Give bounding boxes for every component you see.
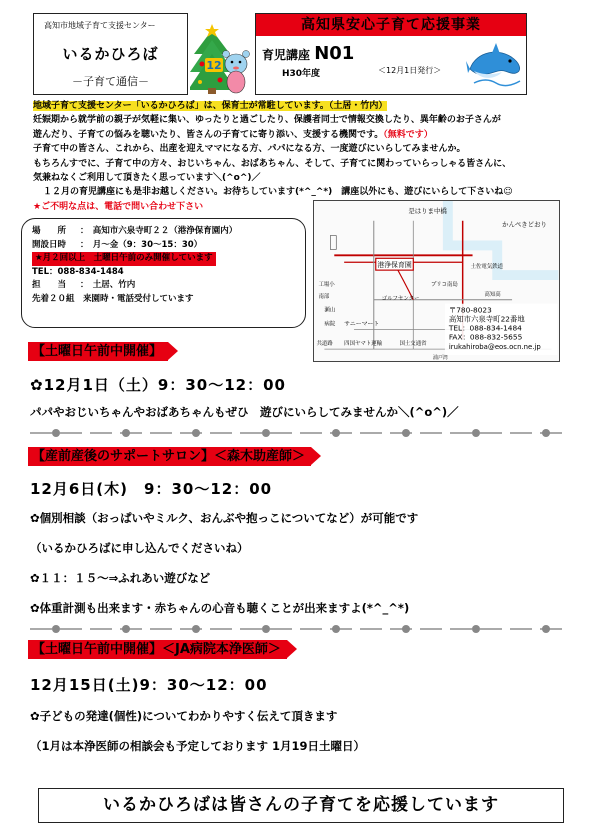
app-name: いるかひろば xyxy=(62,45,159,63)
map-label: 病院 xyxy=(324,321,336,328)
program-banner: 高知県安心子育て応援事業 xyxy=(256,14,526,36)
issue-date: ＜12月1日発行＞ xyxy=(378,66,442,75)
info-first-come: 先着２０組 来園時・電話受付しています xyxy=(32,293,194,304)
info-staff: 担 当 ： 土居、竹内 xyxy=(32,280,136,291)
map-label: 是はりま中橋 xyxy=(408,206,447,215)
event2-line: （いるかひろばに申し込んでくださいね） xyxy=(30,541,249,555)
event2-datetime: 12月6日(木) 9：30～12：00 xyxy=(30,480,273,498)
map-label: 土佐電気鉄道 xyxy=(470,264,504,271)
info-box xyxy=(21,218,306,328)
intro-line: 気兼ねなくご利用して頂きたく思っています＼(^o^)／ xyxy=(33,173,261,184)
event2-line: ✿個別相談（おっぱいやミルク、おんぶや抱っこについてなど）が可能です xyxy=(30,511,419,525)
event2-line: ✿体重計測も出来ます・赤ちゃんの心音も聴くことが出来ますよ(*^_^*) xyxy=(30,601,410,615)
intro-line: １２月の育児講座にも是非お越しください。お待ちしています(*^_^*) 講座以外にも、遊びにいらして下さいね☺ xyxy=(43,187,513,198)
header-right-box xyxy=(255,13,527,95)
map-postal: 〒780-8023 xyxy=(448,305,492,315)
header-left-box xyxy=(33,13,188,95)
map-label: 共道路 xyxy=(316,341,333,348)
lecture-number: N01 xyxy=(314,43,355,64)
christmas-tree-icon xyxy=(190,24,250,96)
lecture-prefix: 育児講座 xyxy=(262,48,311,62)
map-tel: TEL：088-834-1484 xyxy=(448,323,522,333)
intro-text xyxy=(33,99,573,214)
fiscal-year: H30年度 xyxy=(282,69,321,79)
intro-line: 妊娠期から就学前の親子が気軽に集い、ゆったりと過ごしたり、保護者同士で情報交換したり、異年齢のお子さんが xyxy=(33,115,501,126)
map-label: サニーマート xyxy=(344,321,380,328)
event2-line: ✿１１：１５～⇒ふれあい遊びなど xyxy=(30,571,211,585)
tree-number: 12 xyxy=(206,59,222,72)
event2-title: 【産前産後のサポートサロン】＜森木助産師＞ xyxy=(28,447,311,466)
intro-highlight: 地域子育て支援センター「いるかひろば」は、保育士が常駐しています。（土居・竹内） xyxy=(33,101,388,111)
event3-line: （1月は本浄医師の相談会も予定しております 1月19日土曜日） xyxy=(30,739,366,753)
map-label: 国土交通省 xyxy=(399,341,427,348)
event1-title: 【土曜日午前中開催】 xyxy=(28,342,168,361)
center-name: 高知市地域子育て支援センター xyxy=(44,21,156,30)
map-label: 高知高 xyxy=(484,291,501,298)
map-label: かんぺきどおり xyxy=(502,220,547,229)
intro-line: 遊んだり、子育ての悩みを聴いたり、皆さんの子育てに寄り添い、支援する機関です。（無料です） xyxy=(33,129,433,140)
map-email: irukahiroba@eos.ocn.ne.jp xyxy=(448,343,541,352)
intro-line: 子育て中の皆さん、これから、出産を迎えママになる方、パパになる方、一度遊びにいらしてみませんか。 xyxy=(33,144,466,155)
event3-line: ✿子どもの発達(個性)についてわかりやすく伝えて頂きます xyxy=(30,709,338,723)
map-label: 浦戸湾 xyxy=(433,355,448,362)
map-label: 四国ヤマト運輸 xyxy=(344,341,383,348)
free-note: （無料です） xyxy=(383,129,433,140)
event1-desc: パパやおじいちゃんやおばあちゃんもぜひ 遊びにいらしてみませんか＼(^o^)／ xyxy=(30,405,459,419)
map-address: 高知市六泉寺町22番地 xyxy=(448,314,525,324)
info-place: 場 所 ： 高知市六泉寺町２２（港浄保育園内） xyxy=(32,226,238,236)
map-label: 瀬山 xyxy=(324,307,336,314)
map-fax: FAX：088-832-5655 xyxy=(448,332,523,342)
lecture-title xyxy=(262,43,354,64)
contact-note: ★ご不明な点は、電話で問い合わせ下さい xyxy=(33,201,204,212)
map-label: ゴルフセンター xyxy=(381,295,420,302)
access-map xyxy=(313,200,560,362)
newsletter-subtitle: －子育て通信－ xyxy=(72,75,149,88)
map-label: 工場小 xyxy=(318,281,335,288)
dolphin-icon xyxy=(466,39,524,89)
dotted-divider xyxy=(30,624,570,634)
map-label: プリコ南島 xyxy=(431,281,458,288)
info-tel: TEL：088-834-1484 xyxy=(32,266,124,277)
intro-line: もちろんすでに、子育て中の方々、おじいちゃん、おばあちゃん、そして、子育てに関わっていらっしゃる皆さんに、 xyxy=(33,158,512,169)
event1-datetime: ✿12月1日（土）9：30～12：00 xyxy=(30,376,286,394)
map-label-nursery: 港浄保育園 xyxy=(377,261,412,270)
event3-datetime: 12月15日(土)9：30～12：00 xyxy=(30,676,268,694)
event3-title: 【土曜日午前中開催】＜JA病院本浄医師＞ xyxy=(28,640,287,659)
footer-slogan: いるかひろばは皆さんの子育てを応援しています xyxy=(38,788,564,823)
map-label: 南部 xyxy=(318,293,330,300)
dotted-divider xyxy=(30,428,570,438)
info-hours: 開設日時 ： 月～金（9：30～15：30） xyxy=(32,239,203,250)
saturday-note: ★月２回以上 土曜日午前のみ開催しています xyxy=(32,252,216,266)
